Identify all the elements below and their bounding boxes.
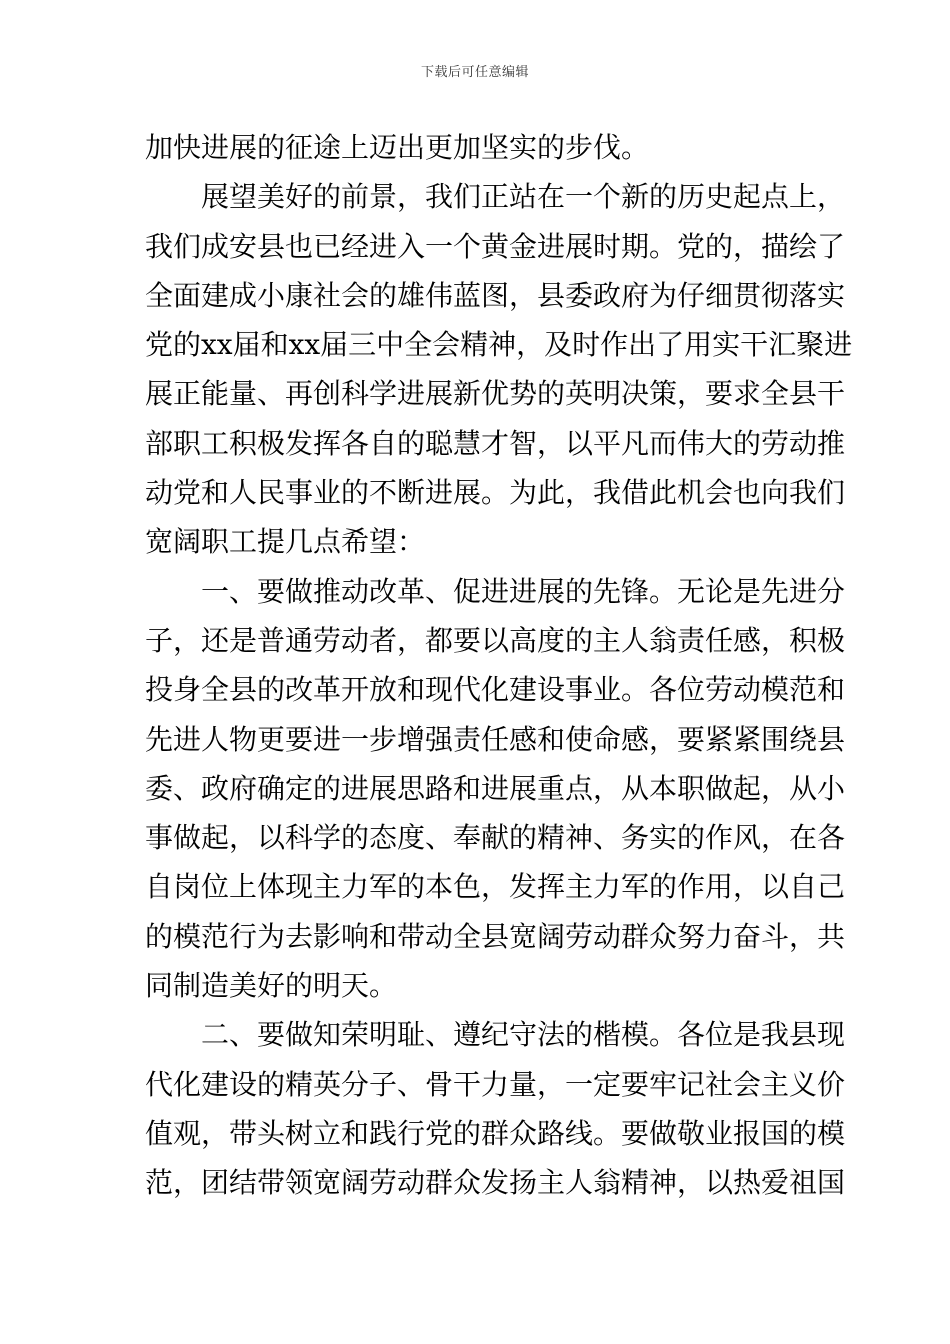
text-line: 宽阔职工提几点希望：	[145, 525, 426, 559]
text-line: 部职工积极发挥各自的聪慧才智，以平凡而伟大的劳动推	[145, 426, 846, 460]
text-line: 子，还是普通劳动者，都要以高度的主人翁责任感，积极	[145, 623, 846, 657]
text-line: 范，团结带领宽阔劳动群众发扬主人翁精神，以热爱祖国	[145, 1166, 846, 1200]
text-line: 事做起，以科学的态度、奉献的精神、务实的作风，在各	[145, 821, 846, 855]
text-line: 党的xx届和xx届三中全会精神，及时作出了用实干汇聚进	[145, 328, 853, 362]
document-body	[145, 123, 853, 1208]
text-line: 值观，带头树立和践行党的群众路线。要做敬业报国的模	[145, 1116, 846, 1150]
text-line: 一、要做推动改革、促进进展的先锋。无论是先进分	[201, 574, 846, 608]
text-line: 全面建成小康社会的雄伟蓝图，县委政府为仔细贯彻落实	[145, 278, 846, 312]
text-line: 同制造美好的明天。	[145, 969, 398, 1003]
text-line: 展正能量、再创科学进展新优势的英明决策，要求全县干	[145, 377, 846, 411]
text-line: 我们成安县也已经进入一个黄金进展时期。党的，描绘了	[145, 229, 846, 263]
text-line: 自岗位上体现主力军的本色，发挥主力军的作用，以自己	[145, 870, 846, 904]
text-line: 委、政府确定的进展思路和进展重点，从本职做起，从小	[145, 771, 846, 805]
text-line: 代化建设的精英分子、骨干力量，一定要牢记社会主义价	[145, 1067, 846, 1101]
text-line: 投身全县的改革开放和现代化建设事业。各位劳动模范和	[145, 673, 846, 707]
text-line: 二、要做知荣明耻、遵纪守法的楷模。各位是我县现	[201, 1018, 846, 1052]
text-line: 展望美好的前景，我们正站在一个新的历史起点上，	[201, 180, 846, 214]
page-header: 下载后可任意编辑	[420, 65, 529, 80]
text-line: 先进人物更要进一步增强责任感和使命感，要紧紧围绕县	[145, 722, 846, 756]
text-line: 加快进展的征途上迈出更加坚实的步伐。	[145, 131, 650, 164]
text-line: 动党和人民事业的不断进展。为此，我借此机会也向我们	[145, 476, 846, 510]
text-line: 的模范行为去影响和带动全县宽阔劳动群众努力奋斗，共	[145, 919, 846, 953]
